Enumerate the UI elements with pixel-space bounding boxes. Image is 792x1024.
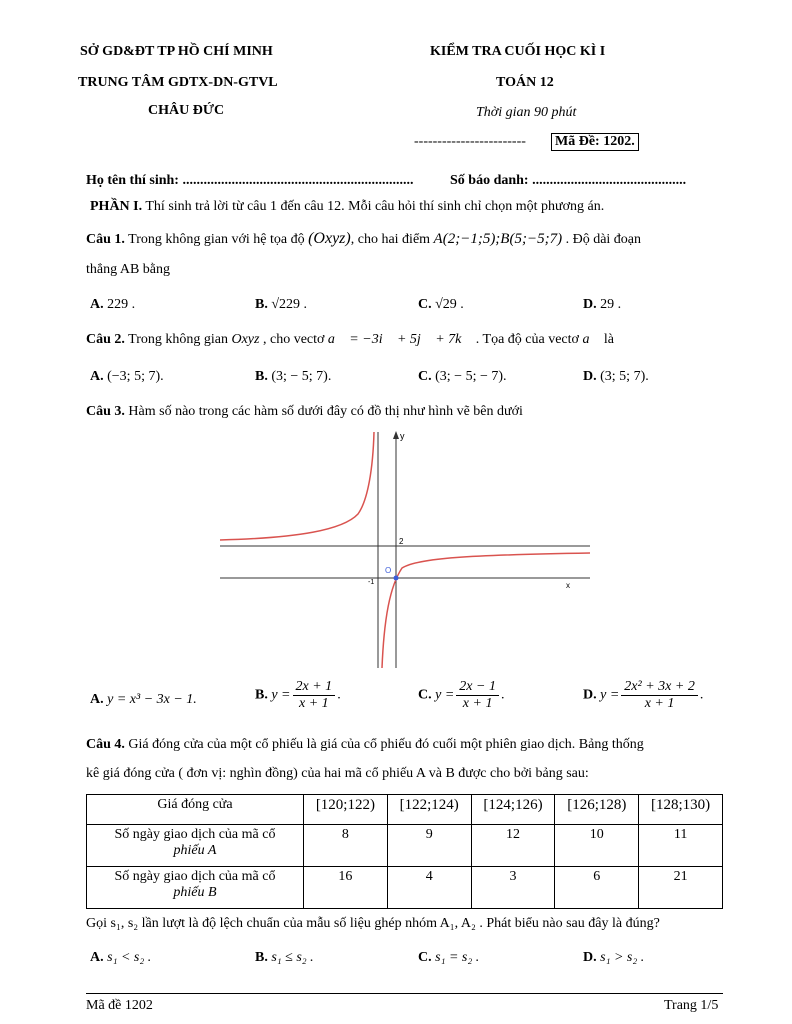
table-header-cell: [120;122) <box>304 795 388 825</box>
table-row-label-line1: Số ngày giao dịch của mã cổ <box>114 869 276 884</box>
header-exam-title: KIỂM TRA CUỐI HỌC KÌ I <box>430 44 606 59</box>
q1-text-c: . Độ dài đoạn <box>565 232 642 247</box>
q3-option-d-den: x + 1 <box>644 696 675 711</box>
q2-option-a[interactable] <box>90 369 164 385</box>
q4-option-d-value: s₁ > s₂ . <box>600 950 645 965</box>
q3-label-y: y <box>400 431 405 441</box>
table-cell: 6 <box>555 867 639 909</box>
q3-label-origin: O <box>385 566 392 575</box>
q2-text-b: , cho vectơ <box>262 332 325 347</box>
table-cell: 9 <box>387 825 471 867</box>
q2-text-a: Trong không gian <box>128 332 228 347</box>
table-row-label-line1: Số ngày giao dịch của mã cổ <box>114 827 276 842</box>
q3-option-d[interactable] <box>583 679 703 712</box>
q4-label: Câu 4. <box>86 737 125 752</box>
q2-option-a-label: A. <box>90 369 104 384</box>
q1-text-b: , cho hai điểm <box>350 232 431 247</box>
q3-option-d-num: 2x² + 3x + 2 <box>621 679 698 696</box>
q4-option-b-value: s₁ ≤ s₂ . <box>271 950 314 965</box>
table-row-label <box>87 825 304 867</box>
q2-option-c-value: (3; − 5; − 7). <box>435 369 507 384</box>
student-name-field: Họ tên thí sinh: .................................................................. <box>86 173 414 188</box>
q3-option-b-prefix: y = <box>271 687 291 703</box>
exam-code-box: Mã Đề: 1202. <box>551 133 639 151</box>
table-cell: 10 <box>555 825 639 867</box>
table-header-row <box>87 795 723 825</box>
footer-page-number: Trang 1/5 <box>664 998 719 1013</box>
q2-option-b[interactable] <box>255 369 331 385</box>
q2-text-d: là <box>603 332 614 347</box>
header-dashes: ------------------------ <box>414 134 526 149</box>
q3-option-d-suffix: . <box>699 687 704 703</box>
q3-point-intercept <box>394 576 399 581</box>
q2-system: Oxyz <box>231 332 260 347</box>
q3-option-b[interactable] <box>255 679 341 712</box>
q1-text-a: Trong không gian với hệ tọa độ <box>128 232 305 247</box>
table-row-label-line2: phiếu A <box>173 843 217 858</box>
table-cell: 3 <box>471 867 555 909</box>
q1-stem-line2: thẳng AB bằng <box>86 262 170 277</box>
q3-option-d-prefix: y = <box>600 687 620 703</box>
q3-option-a-value: y = x³ − 3x − 1. <box>107 692 197 707</box>
table-cell: 11 <box>639 825 723 867</box>
q4-option-a-label: A. <box>90 950 104 965</box>
q2-option-a-value: (−3; 5; 7). <box>107 369 164 384</box>
q3-option-a-label: A. <box>90 692 104 707</box>
q3-option-d-label: D. <box>583 687 597 703</box>
q3-text: Hàm số nào trong các hàm số dưới đây có đồ thị như hình vẽ bên dưới <box>128 404 523 419</box>
q3-label-neg1: -1 <box>368 579 375 586</box>
q1-option-d-label: D. <box>583 297 597 312</box>
table-cell: 4 <box>387 867 471 909</box>
q3-option-a[interactable] <box>90 692 197 708</box>
q2-option-d[interactable] <box>583 369 649 385</box>
part1-title: PHẦN I. <box>90 199 143 214</box>
table-row <box>87 867 723 909</box>
q3-option-c-den: x + 1 <box>462 696 493 711</box>
header-subject: TOÁN 12 <box>496 75 554 90</box>
table-cell: 21 <box>639 867 723 909</box>
q2-label: Câu 2. <box>86 332 125 347</box>
header-school-dept: SỞ GD&ĐT TP HỒ CHÍ MINH <box>80 44 273 59</box>
q3-option-c[interactable] <box>418 679 504 712</box>
q2-option-d-value: (3; 5; 7). <box>600 369 649 384</box>
q3-curve-right <box>382 553 590 668</box>
q3-y-arrow-icon <box>393 431 399 439</box>
q4-price-table <box>86 794 723 909</box>
q1-option-c-value: √29 . <box>435 297 464 312</box>
q4-option-a-value: s₁ < s₂ . <box>107 950 152 965</box>
table-row-label <box>87 867 304 909</box>
q3-option-b-suffix: . <box>337 687 341 703</box>
q3-graph <box>218 428 592 670</box>
q4-option-c-value: s₁ = s₂ . <box>435 950 480 965</box>
table-header-cell: [122;124) <box>387 795 471 825</box>
q1-option-d-value: 29 . <box>600 297 622 312</box>
q1-option-c[interactable] <box>418 297 464 313</box>
part1-instruction <box>90 199 604 215</box>
table-row-label-line2: phiếu B <box>173 885 217 900</box>
q3-option-c-label: C. <box>418 687 432 703</box>
q2-option-b-label: B. <box>255 369 268 384</box>
q1-system: (Oxyz) <box>308 230 351 247</box>
q4-option-b[interactable] <box>255 950 314 966</box>
q1-option-c-label: C. <box>418 297 432 312</box>
q3-option-b-num: 2x + 1 <box>293 679 336 696</box>
q3-label-x: x <box>566 581 570 590</box>
header-school-branch: CHÂU ĐỨC <box>148 103 225 118</box>
q1-option-b-label: B. <box>255 297 268 312</box>
table-row <box>87 825 723 867</box>
table-header-cell: [124;126) <box>471 795 555 825</box>
q4-option-d-label: D. <box>583 950 597 965</box>
q1-option-d[interactable] <box>583 297 621 313</box>
q2-text-c: . Tọa độ của vectơ <box>475 332 579 347</box>
q2-option-c[interactable] <box>418 369 507 385</box>
q3-stem <box>86 404 523 420</box>
q1-option-b[interactable] <box>255 297 307 313</box>
table-cell: 16 <box>304 867 388 909</box>
table-cell: 12 <box>471 825 555 867</box>
student-id-field: Số báo danh: ............................................ <box>450 173 687 188</box>
q1-option-a-value: 229 . <box>107 297 136 312</box>
q2-vector: a⃗ = −3i⃗ + 5j⃗ + 7k⃗ <box>327 332 473 347</box>
footer-divider <box>86 993 723 994</box>
table-header-cell: [128;130) <box>639 795 723 825</box>
q1-option-a-label: A. <box>90 297 104 312</box>
q2-option-b-value: (3; − 5; 7). <box>271 369 332 384</box>
q3-option-b-den: x + 1 <box>299 696 329 711</box>
q4-option-c-label: C. <box>418 950 432 965</box>
q1-stem <box>86 230 641 248</box>
q4-stem-line2: kê giá đóng cửa ( đơn vị: nghìn đồng) của hai mã cổ phiếu A và B được cho bởi bảng sau: <box>86 766 589 781</box>
q3-curve-left <box>220 432 374 540</box>
q4-option-b-label: B. <box>255 950 268 965</box>
q3-option-d-fraction <box>621 679 698 712</box>
q3-option-b-fraction <box>293 679 336 712</box>
q1-points: A(2;−1;5);B(5;−5;7) <box>433 231 563 247</box>
header-school-center: TRUNG TÂM GDTX-DN-GTVL <box>78 75 278 90</box>
q2-option-d-label: D. <box>583 369 597 384</box>
q3-option-c-fraction <box>456 679 499 712</box>
q2-option-c-label: C. <box>418 369 432 384</box>
q3-option-b-label: B. <box>255 687 268 703</box>
header-duration: Thời gian 90 phút <box>476 105 577 120</box>
table-header-cell: [126;128) <box>555 795 639 825</box>
footer-exam-code: Mã đề 1202 <box>86 998 153 1013</box>
q4-option-a[interactable] <box>90 950 151 966</box>
q3-option-c-num: 2x − 1 <box>456 679 499 696</box>
q1-option-b-value: √229 . <box>271 297 308 312</box>
q1-label: Câu 1. <box>86 232 125 247</box>
q3-label-2: 2 <box>399 537 404 546</box>
q2-stem <box>86 332 614 348</box>
q4-option-c[interactable] <box>418 950 479 966</box>
q3-label: Câu 3. <box>86 404 125 419</box>
q4-text-line1: Giá đóng cửa của một cổ phiếu là giá của cổ phiếu đó cuối một phiên giao dịch. Bảng thống <box>128 737 644 752</box>
q3-option-c-prefix: y = <box>435 687 455 703</box>
part1-text: Thí sinh trả lời từ câu 1 đến câu 12. Mỗi câu hỏi thí sinh chỉ chọn một phương án. <box>145 199 605 214</box>
q3-option-c-suffix: . <box>500 687 505 703</box>
table-header-cell: Giá đóng cửa <box>87 795 304 825</box>
table-cell: 8 <box>304 825 388 867</box>
q4-stem <box>86 737 644 753</box>
q2-vec-name: a⃗ <box>582 332 601 347</box>
q4-option-d[interactable] <box>583 950 644 966</box>
q1-option-a[interactable] <box>90 297 135 313</box>
q4-after-text: Gọi s₁, s₂ lần lượt là độ lệch chuẩn của mẫu số liệu ghép nhóm A₁, A₂ . Phát biểu nào sau đây là đúng? <box>86 916 660 931</box>
